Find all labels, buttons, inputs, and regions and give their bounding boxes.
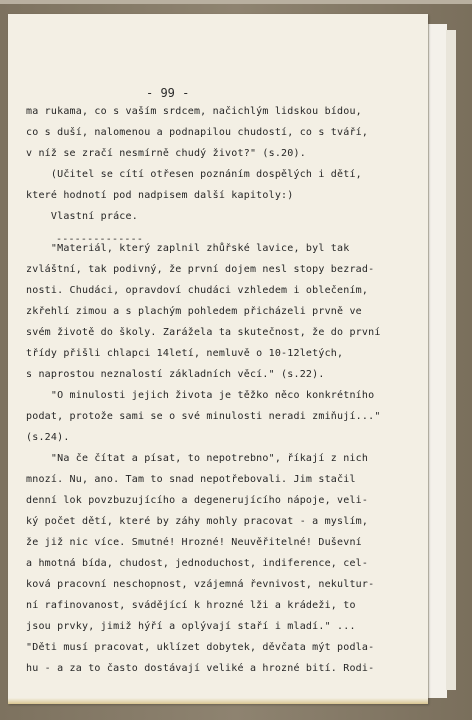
section-heading: Vlastní práce.	[26, 211, 138, 222]
text-line-5: které hodnotí pod nadpisem další kapitoly:)	[26, 190, 294, 201]
document-page	[8, 14, 428, 704]
text-line-8: zvláštní, tak podivný, že první dojem nesl stopy bezrad-	[26, 264, 375, 275]
text-line-14: "O minulosti jejich života je těžko něco konkrétního	[26, 390, 375, 401]
text-line-10: zkřehlí zimou a s plachým pohledem přicházeli prvně ve	[26, 306, 362, 317]
text-line-9: nosti. Chudáci, opravdoví chudáci vzhledem i oblečením,	[26, 285, 369, 296]
text-line-16: (s.24).	[26, 432, 70, 443]
text-line-27: hu - a za to často dostávají veliké a hrozné bití. Rodi-	[26, 663, 375, 674]
text-line-7: "Materiál, který zaplnil zhůřské lavice, byl tak	[26, 243, 350, 254]
page-number: - 99 -	[146, 86, 190, 100]
heading-underline: --------------	[56, 234, 144, 245]
text-line-12: třídy přišli chlapci 14letí, nemluvě o 10-12letých,	[26, 348, 344, 359]
text-line-3: v níž se zračí nesmírně chudý život?" (s.20).	[26, 148, 306, 159]
text-line-1: ma rukama, co s vaším srdcem, načichlým lidskou bídou,	[26, 106, 362, 117]
text-line-2: co s duší, nalomenou a podnapilou chudostí, co s tváří,	[26, 127, 369, 138]
under-sheet-back	[446, 30, 456, 690]
text-line-17: "Na če čítat a písat, to nepotrebno", říkají z nich	[26, 453, 369, 464]
text-line-20: ký počet dětí, které by záhy mohly pracovat - a myslím,	[26, 516, 369, 527]
text-line-4: (Učitel se cítí otřesen poznáním dospělých i dětí,	[26, 169, 362, 180]
text-line-23: ková pracovní neschopnost, vzájemná řevnivost, nekultur-	[26, 579, 375, 590]
text-line-15: podat, protože sami se o své minulosti neradi zmiňují..."	[26, 411, 381, 422]
text-line-24: ní rafinovanost, svádějící k hrozné lži a krádeži, to	[26, 600, 356, 611]
text-line-25: jsou prvky, jimiž hýří a oplývají staří i mladí." ...	[26, 621, 356, 632]
text-line-19: denní lok povzbuzujícího a degenerujícího nápoje, veli-	[26, 495, 369, 506]
text-line-11: svém životě do školy. Zarážela ta skutečnost, že do první	[26, 327, 381, 338]
text-line-18: mnozí. Nu, ano. Tam to snad nepotřebovali. Jim stačil	[26, 474, 356, 485]
text-line-22: a hmotná bída, chudost, jednoduchost, indiference, cel-	[26, 558, 369, 569]
under-sheet	[428, 24, 447, 698]
text-line-26: "Děti musí pracovat, uklízet dobytek, děvčata mýt podla-	[26, 642, 375, 653]
text-line-13: s naprostou neznalostí základních věcí." (s.22).	[26, 369, 325, 380]
text-line-21: že již nic více. Smutné! Hrozné! Neuvěřitelné! Duševní	[26, 537, 362, 548]
scan-top-edge	[0, 0, 472, 4]
